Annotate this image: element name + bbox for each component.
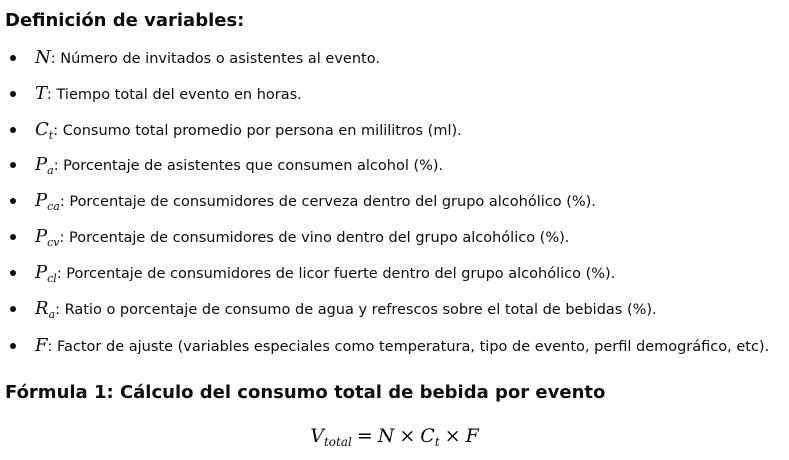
- formula-lhs: V: [310, 425, 324, 447]
- bullet-icon: [10, 270, 16, 276]
- variable-description: : Porcentaje de consumidores de licor fuerte dentro del grupo alcohólico (%).: [56, 266, 616, 282]
- variable-symbol: T: [35, 83, 48, 104]
- variable-subscript: a: [48, 308, 56, 321]
- variable-item-pa: [0, 153, 789, 177]
- formula-heading: Fórmula 1: Cálculo del consumo total de bebida por evento: [5, 382, 606, 403]
- variable-subscript: cv: [47, 236, 60, 249]
- variable-symbol: P: [35, 154, 48, 175]
- variable-subscript: t: [48, 129, 54, 142]
- variable-item-pcl: [0, 261, 789, 285]
- formula-equals: =: [356, 425, 373, 447]
- variable-subscript: ca: [47, 200, 60, 213]
- variables-heading: Definición de variables:: [5, 10, 245, 31]
- variable-description: : Número de invitados o asistentes al evento.: [50, 51, 380, 67]
- variable-item-ct: [0, 118, 789, 142]
- variable-symbol: P: [35, 190, 48, 211]
- variable-symbol: P: [35, 226, 48, 247]
- variable-symbol: C: [35, 119, 49, 140]
- variable-symbol: R: [35, 298, 49, 319]
- variable-description: : Porcentaje de consumidores de vino dentro del grupo alcohólico (%).: [59, 230, 570, 246]
- variable-subscript: a: [47, 164, 54, 177]
- variable-item-t: [0, 82, 789, 106]
- formula-lhs-subscript: total: [323, 435, 352, 449]
- formula-equation: [0, 422, 789, 456]
- formula-term-f: F: [465, 425, 479, 447]
- variable-description: : Tiempo total del evento en horas.: [47, 87, 302, 103]
- variable-description: : Factor de ajuste (variables especiales como temperatura, tipo de evento, perfil demográfico, etc).: [47, 339, 770, 355]
- bullet-icon: [10, 127, 16, 133]
- formula-term-n: N: [377, 425, 395, 447]
- variable-item-pcv: [0, 225, 789, 249]
- variable-symbol: P: [35, 262, 48, 283]
- variable-description: : Consumo total promedio por persona en mililitros (ml).: [53, 123, 462, 139]
- variable-description: : Porcentaje de consumidores de cerveza dentro del grupo alcohólico (%).: [59, 194, 596, 210]
- bullet-icon: [10, 306, 16, 312]
- bullet-icon: [10, 162, 16, 168]
- variable-subscript: cl: [47, 272, 57, 285]
- bullet-icon: [10, 234, 16, 240]
- variable-item-pca: [0, 189, 789, 213]
- variable-symbol: F: [35, 335, 48, 356]
- formula-times: ×: [399, 425, 416, 447]
- variable-symbol: N: [35, 47, 51, 68]
- bullet-icon: [10, 55, 16, 61]
- formula-times: ×: [444, 425, 461, 447]
- bullet-icon: [10, 198, 16, 204]
- formula-term-c-subscript: t: [434, 435, 440, 449]
- variable-item-f: [0, 334, 789, 358]
- variable-description: : Porcentaje de asistentes que consumen alcohol (%).: [53, 158, 444, 174]
- variable-item-n: [0, 46, 789, 70]
- variable-item-ra: [0, 297, 789, 321]
- variable-description: : Ratio o porcentaje de consumo de agua y refrescos sobre el total de bebidas (%).: [55, 302, 657, 318]
- bullet-icon: [10, 343, 16, 349]
- bullet-icon: [10, 91, 16, 97]
- formula-term-c: C: [420, 425, 435, 447]
